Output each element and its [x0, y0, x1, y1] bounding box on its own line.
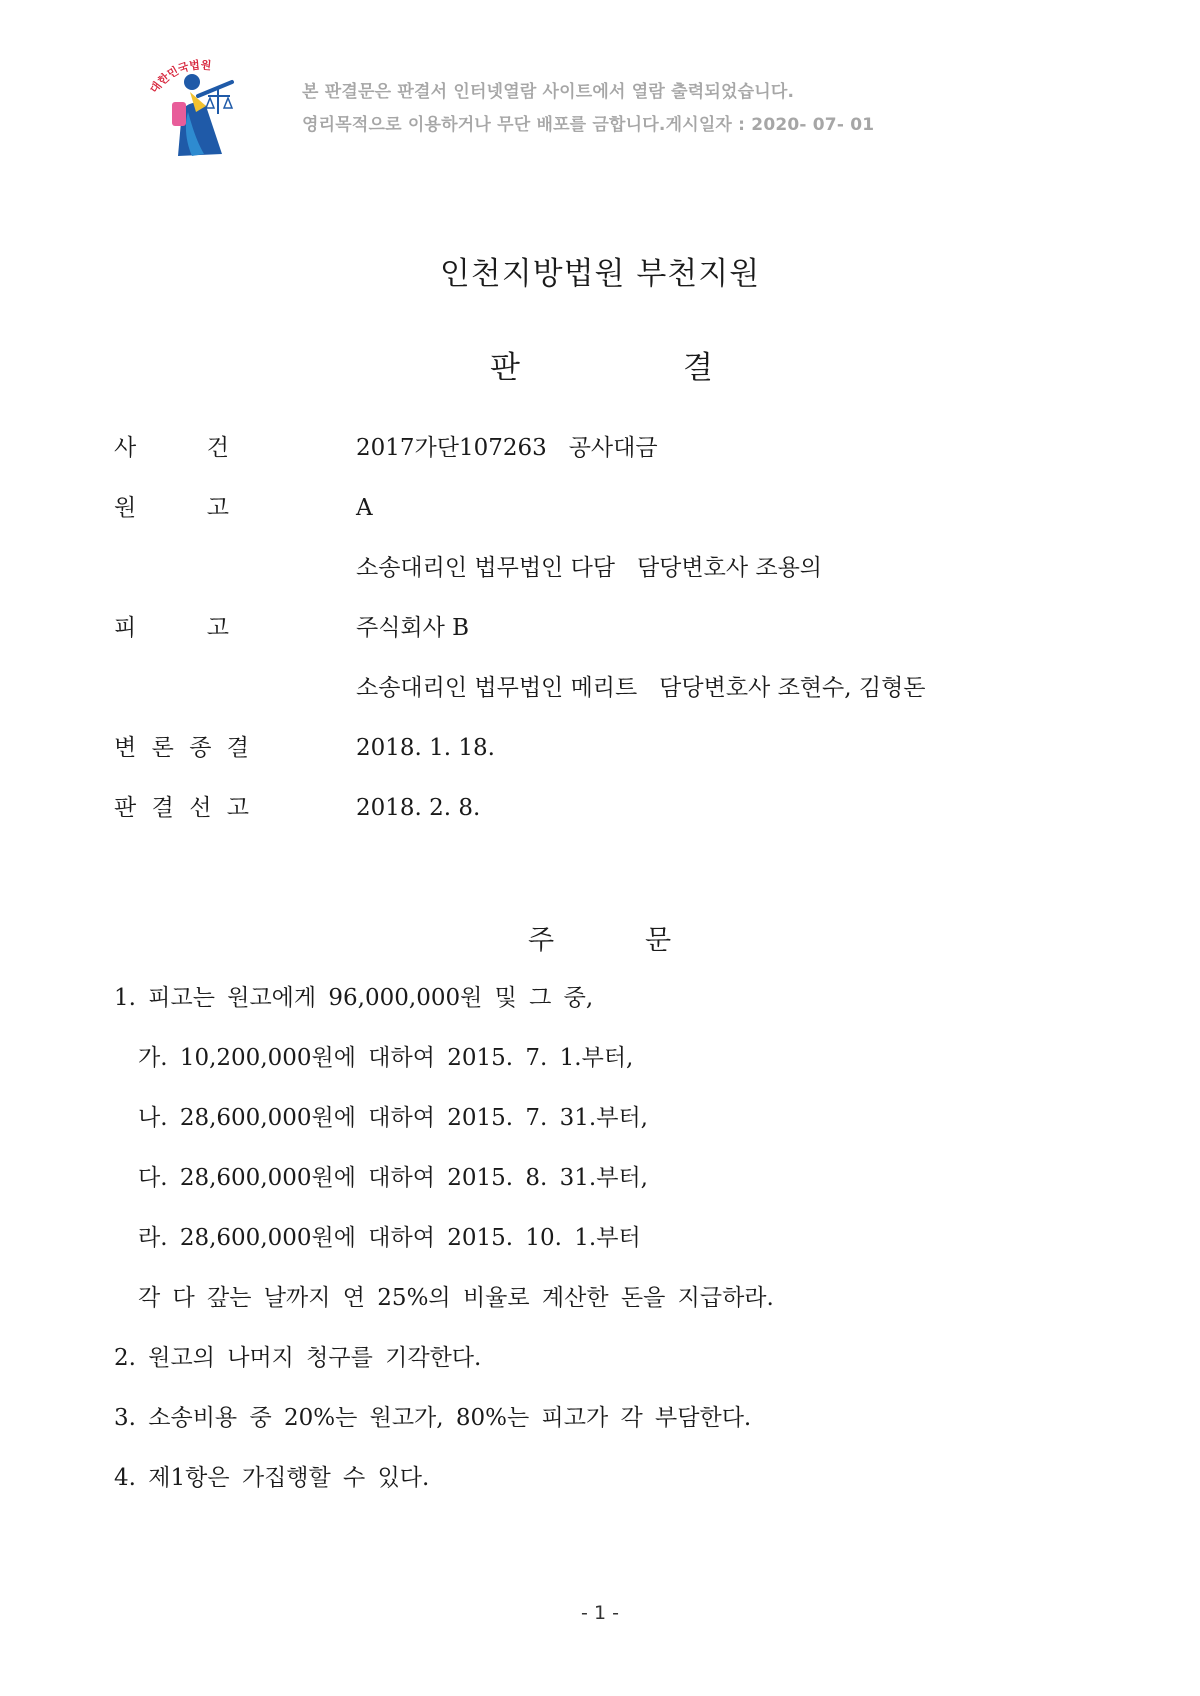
- title-char-2: 결: [683, 350, 713, 386]
- order-subitem: 나. 28,600,000원에 대하여 2015. 7. 31.부터,: [138, 1105, 648, 1131]
- page-number: - 1 -: [581, 1602, 619, 1624]
- order-heading-char-2: 문: [645, 925, 672, 956]
- title-char-1: 판: [490, 350, 520, 386]
- closing-date: 2018. 1. 18.: [356, 735, 495, 761]
- order-subitem: 다. 28,600,000원에 대하여 2015. 8. 31.부터,: [138, 1165, 648, 1191]
- order-subitem: 가. 10,200,000원에 대하여 2015. 7. 1.부터,: [138, 1045, 634, 1071]
- defendant-name: 주식회사 B: [356, 615, 470, 641]
- plaintiff-label: 원 고: [114, 495, 229, 521]
- court-seal-logo: [148, 52, 268, 162]
- closing-label: 변 론 종 결: [114, 735, 249, 761]
- order-item: 3. 소송비용 중 20%는 원고가, 80%는 피고가 각 부담한다.: [114, 1405, 752, 1431]
- notice-line-1: 본 판결문은 판결서 인터넷열람 사이트에서 열람 출력되었습니다.: [302, 82, 795, 102]
- order-heading-char-1: 주: [528, 925, 555, 956]
- order-item: 1. 피고는 원고에게 96,000,000원 및 그 중,: [114, 985, 594, 1011]
- plaintiff-name: A: [356, 495, 373, 521]
- defendant-label: 피 고: [114, 615, 229, 641]
- print-notice: [302, 76, 874, 142]
- plaintiff-counsel: 소송대리인 법무법인 다담 담당변호사 조용의: [356, 555, 823, 581]
- case-label: 사 건: [114, 435, 229, 461]
- sentence-date: 2018. 2. 8.: [356, 795, 481, 821]
- notice-line-2: 영리목적으로 이용하거나 무단 배포를 금합니다.게시일자 : 2020- 07- 01: [302, 115, 875, 135]
- order-subitem: 각 다 갚는 날까지 연 25%의 비율로 계산한 돈을 지급하라.: [138, 1285, 774, 1311]
- case-number: 2017가단107263 공사대금: [356, 435, 658, 461]
- seal-arc-text: 대한민국법원: [148, 58, 212, 96]
- order-item: 4. 제1항은 가집행할 수 있다.: [114, 1465, 430, 1491]
- court-name: 인천지방법원 부천지원: [439, 256, 761, 292]
- order-subitem: 라. 28,600,000원에 대하여 2015. 10. 1.부터: [138, 1225, 641, 1251]
- order-item: 2. 원고의 나머지 청구를 기각한다.: [114, 1345, 482, 1371]
- sentence-label: 판 결 선 고: [114, 795, 249, 821]
- defendant-counsel: 소송대리인 법무법인 메리트 담당변호사 조현수, 김형돈: [356, 675, 926, 701]
